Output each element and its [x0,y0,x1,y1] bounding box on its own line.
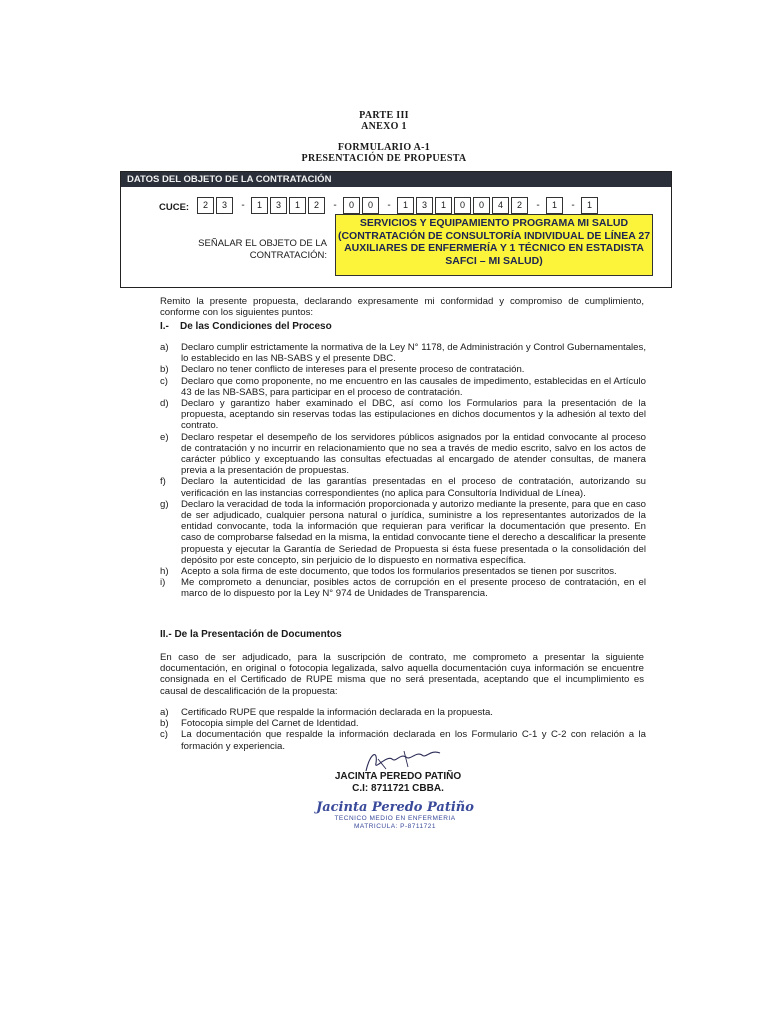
list-item-text: La documentación que respalde la información declarada en los Formulario C-1 y C-2 con relación a la formación y experiencia. [181,729,646,752]
cuce-digit: 2 [308,197,325,214]
list-item-letter: i) [160,577,166,589]
list-item-text: Declaro la autenticidad de las garantías presentadas en el proceso de contratación, autorizando su verificación en las instancias correspondientes (no aplica para Consultoría Individual de Línea). [181,476,646,499]
cuce-separator: - [241,200,245,211]
cuce-digit: 3 [270,197,287,214]
cuce-digit: 1 [397,197,414,214]
signer-name: JACINTA PEREDO PATIÑO [334,771,462,782]
stamp-name: Jacinta Peredo Patiño [316,800,474,815]
section-2-title: II.- De la Presentación de Documentos [160,629,342,640]
list-item [160,718,646,729]
list-item [160,577,646,599]
list-item-letter: h) [160,566,169,578]
object-description: SERVICIOS Y EQUIPAMIENTO PROGRAMA MI SALUD (CONTRATACIÓN DE CONSULTORÍA INDIVIDUAL DE LÍNEA 27 AUXILIARES DE ENFERMERÍA Y 1 TÉCNICO EN ESTADISTA SAFCI – MI SALUD) [335,214,653,276]
object-label: SEÑALAR EL OBJETO DE LA CONTRATACIÓN: [198,238,327,261]
cuce-digit: 2 [197,197,214,214]
annex-heading: ANEXO 1 [361,121,407,132]
list-item-letter: f) [160,476,166,488]
cuce-separator: - [333,200,337,211]
cuce-digit: 1 [251,197,268,214]
list-item-text: Declaro cumplir estrictamente la normativa de la Ley N° 1178, de Administración y Control Gubernamentales, lo establecido en las NB-SABS y el presente DBC. [181,342,646,365]
list-item-text: Me comprometo a denunciar, posibles actos de corrupción en el presente proceso de contratación, en el marco de lo dispuesto por la Ley N° 974 de Unidades de Transparencia. [181,577,646,600]
list-item-text: Declaro y garantizo haber examinado el DBC, así como los Formularios para la presentación de la propuesta, aceptando sin reservas todas las estipulaciones en dichos documentos y la adhesión al texto del contrato. [181,398,646,432]
list-item-letter: a) [160,707,169,718]
cuce-digit: 1 [289,197,306,214]
list-item [160,707,646,718]
contract-object-box [120,171,672,288]
list-item [160,499,646,566]
stamp-line-2: MATRICULA: P-8711721 [353,823,436,830]
cuce-digit: 0 [362,197,379,214]
cuce-digit: 3 [416,197,433,214]
cuce-digit: 4 [492,197,509,214]
list-item-letter: g) [160,498,169,510]
stamp-line-1: TECNICO MEDIO EN ENFERMERIA [334,815,456,822]
list-item-letter: b) [160,718,169,730]
cuce-digit: 0 [343,197,360,214]
cuce-separator: - [387,200,391,211]
list-item-text: Declaro la veracidad de toda la información proporcionada y autorizo mediante la presente, para que en caso de ser adjudicado, cualquier persona natural o jurídica, suministre a los representantes autorizados de la entidad convocante, toda la información que requieran para verificar la documentación que presento. En caso de comprobarse falsedad en la misma, la entidad convocante tiene el derecho a descalificar la presente propuesta y ejecutar la Garantía de Seriedad de Propuesta si ésta fuese presentada o la consolidación del depósito por este concepto, sin perjuicio de lo dispuesto en normativa específica. [181,498,646,566]
cuce-separator: - [571,200,575,211]
list-item [160,364,646,375]
list-item [160,342,646,364]
section-2-paragraph: En caso de ser adjudicado, para la suscripción de contrato, me comprometo a presentar la siguiente documentación, en original o fotocopia legalizada, salvo aquella documentación cuya información se encuentre consignada en el Certificado de RUPE misma que no será presentada, aceptando que el incumplimiento es causal de descalificación de la propuesta: [160,652,644,697]
signer-ci: C.I: 8711721 CBBA. [352,783,444,794]
cuce-separator: - [536,200,540,211]
cuce-code [197,197,600,214]
cuce-digit: 1 [581,197,598,214]
list-item [160,398,646,432]
list-item-letter: b) [160,364,169,376]
list-item-text: Certificado RUPE que respalde la información declarada en la propuesta. [181,707,493,718]
list-item-letter: d) [160,398,169,410]
list-item-letter: c) [160,729,168,741]
form-heading: FORMULARIO A-1 [337,142,431,153]
cuce-label: CUCE: [159,202,190,213]
list-item [160,476,646,498]
list-item-text: Declaro que como proponente, no me encuentro en las causales de impedimento, establecidas en el Artículo 43 de las NB-SABS, para participar en el proceso de contratación. [181,375,646,398]
list-item-text: Declaro respetar el desempeño de los servidores públicos asignados por la entidad convocante al proceso de contratación y no incurrir en relacionamiento que no sea a través de medio escrito, salvo en los actos de carácter público y exceptuando las consultas efectuadas al encargado de atender consultas, de manera previa a la presentación de propuestas. [181,431,646,477]
intro-paragraph: Remito la presente propuesta, declarando expresamente mi conformidad y compromiso de cumplimiento, conforme con los siguientes puntos: [160,296,644,319]
list-item-letter: a) [160,342,169,353]
part-heading: PARTE III [359,110,409,121]
signer-stamp [310,800,480,831]
list-item-text: Fotocopia simple del Carnet de Identidad. [181,718,359,730]
list-item [160,566,646,577]
cuce-digit: 1 [435,197,452,214]
list-item-letter: c) [160,375,168,387]
cuce-digit: 0 [473,197,490,214]
list-item [160,376,646,398]
section-1-title: I.- De las Condiciones del Proceso [160,321,332,332]
cuce-digit: 0 [454,197,471,214]
cuce-digit: 3 [216,197,233,214]
section-1-list [160,342,646,600]
list-item-text: Acepto a sola firma de este documento, que todos los formularios presentados se tienen por suscritos. [181,566,617,578]
contract-object-box-title: DATOS DEL OBJETO DE LA CONTRATACIÓN [121,172,671,187]
form-title: PRESENTACIÓN DE PROPUESTA [301,153,467,164]
list-item [160,432,646,477]
list-item-letter: e) [160,431,169,443]
list-item-text: Declaro no tener conflicto de intereses para el presente proceso de contratación. [181,364,525,376]
cuce-digit: 1 [546,197,563,214]
cuce-digit: 2 [511,197,528,214]
